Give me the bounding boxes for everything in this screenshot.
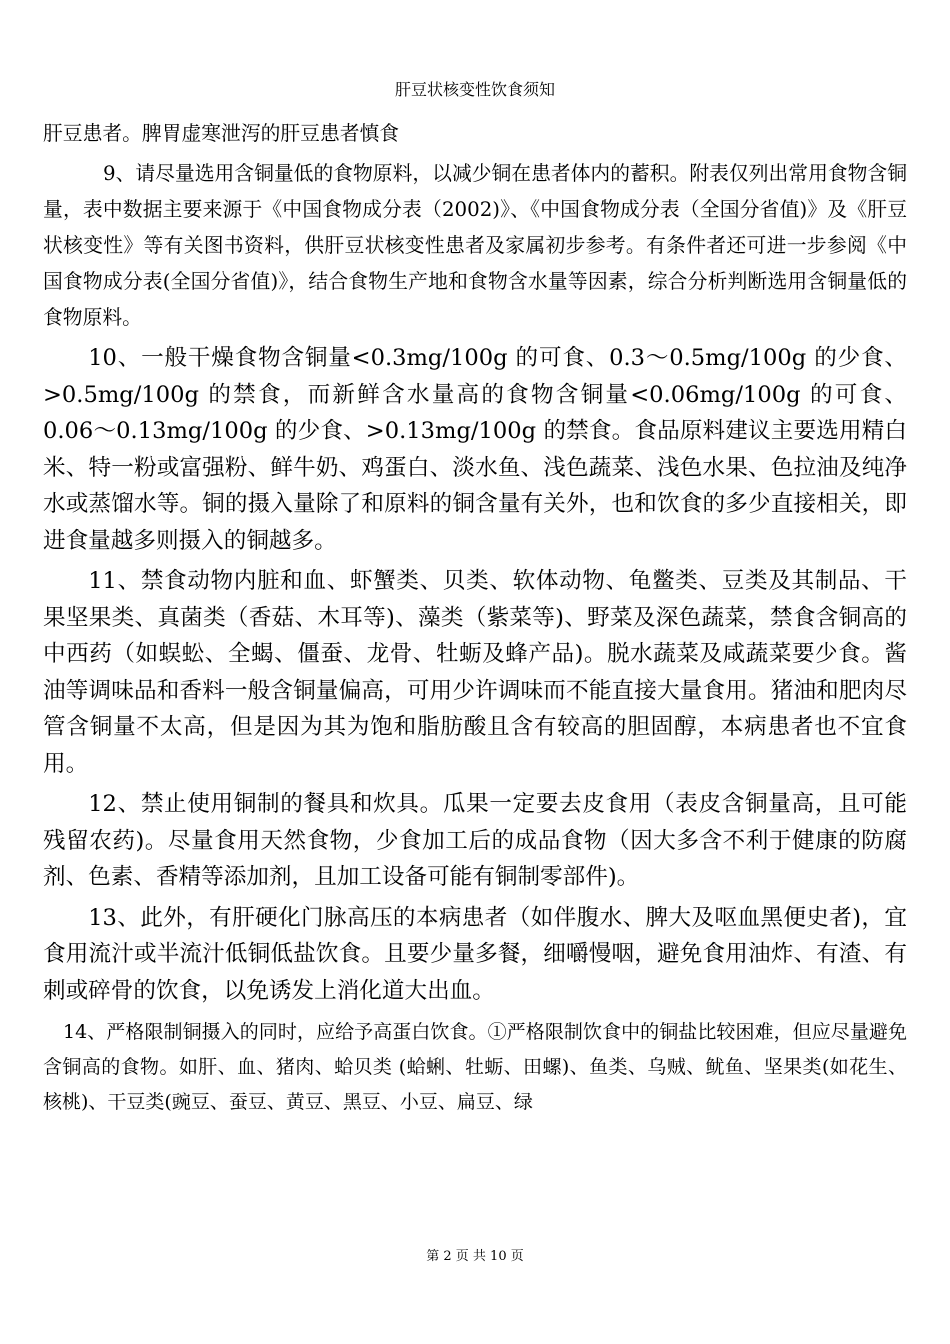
document-body bbox=[43, 116, 907, 1120]
paragraph-continuation: 肝豆患者。脾胃虚寒泄泻的肝豆患者慎食 bbox=[43, 122, 400, 145]
paragraph-item-10: 10、一般干燥食物含铜量<0.3mg/100g 的可食、0.3～0.5mg/100g 的少食、>0.5mg/100g 的禁食，而新鲜含水量高的食物含铜量<0.06mg/100g 的可食、0.06～0.13mg/100g 的少食、>0.13mg/100g 的禁食。食品原料建议主要选用精白米、特一粉或富强粉、鲜牛奶、鸡蛋白、淡水鱼、浅色蔬菜、浅色水果、色拉油及纯净水或蒸馏水等。铜的摄入量除了和原料的铜含量有关外，也和饮食的多少直接相关，即进食量越多则摄入的铜越多。 bbox=[43, 345, 907, 554]
paragraph-item-13: 13、此外，有肝硬化门脉高压的本病患者（如伴腹水、脾大及呕血黑便史者)，宜食用流汁或半流汁低铜低盐饮食。且要少量多餐，细嚼慢咽，避免食用油炸、有渣、有刺或碎骨的饮食，以免诱发上消化道大出血。 bbox=[43, 904, 907, 1004]
paragraph-item-12: 12、禁止使用铜制的餐具和炊具。瓜果一定要去皮食用（表皮含铜量高，且可能残留农药)。尽量食用天然食物，少食加工后的成品食物（因大多含不利于健康的防腐剂、色素、香精等添加剂，且加工设备可能有铜制零部件)。 bbox=[43, 791, 907, 890]
page-header-title: 肝豆状核变性饮食须知 bbox=[394, 80, 555, 99]
paragraph-item-14: 14、严格限制铜摄入的同时，应给予高蛋白饮食。①严格限制饮食中的铜盐比较困难，但应尽量避免含铜高的食物。如肝、血、猪肉、蛤贝类 (蛤蜊、牡蛎、田螺)、鱼类、乌贼、鱿鱼、坚果类(如花生、核桃)、干豆类(豌豆、蚕豆、黄豆、黑豆、小豆、扁豆、绿 bbox=[43, 1021, 907, 1113]
paragraph-item-11: 11、禁食动物内脏和血、虾蟹类、贝类、软体动物、龟鳖类、豆类及其制品、干果坚果类、真菌类（香菇、木耳等)、藻类（紫菜等)、野菜及深色蔬菜，禁食含铜高的中西药（如蜈蚣、全蝎、僵蚕、龙骨、牡蛎及蜂产品)。脱水蔬菜及咸蔬菜要少食。酱油等调味品和香料一般含铜量偏高，可用少许调味而不能直接大量食用。猪油和肥肉尽管含铜量不太高，但是因为其为饱和脂肪酸且含有较高的胆固醇，本病患者也不宜食用。 bbox=[43, 568, 907, 777]
page-footer-number: 第 2 页 共 10 页 bbox=[426, 1249, 524, 1264]
paragraph-item-9: 9、请尽量选用含铜量低的食物原料，以减少铜在患者体内的蓄积。附表仅列出常用食物含铜量，表中数据主要来源于《中国食物成分表（2002)》、《中国食物成分表（全国分省值)》及《肝豆状核变性》等有关图书资料，供肝豆状核变性患者及家属初步参考。有条件者还可进一步参阅《中国食物成分表(全国分省值)》，结合食物生产地和食物含水量等因素，综合分析判断选用含铜量低的食物原料。 bbox=[43, 162, 907, 329]
